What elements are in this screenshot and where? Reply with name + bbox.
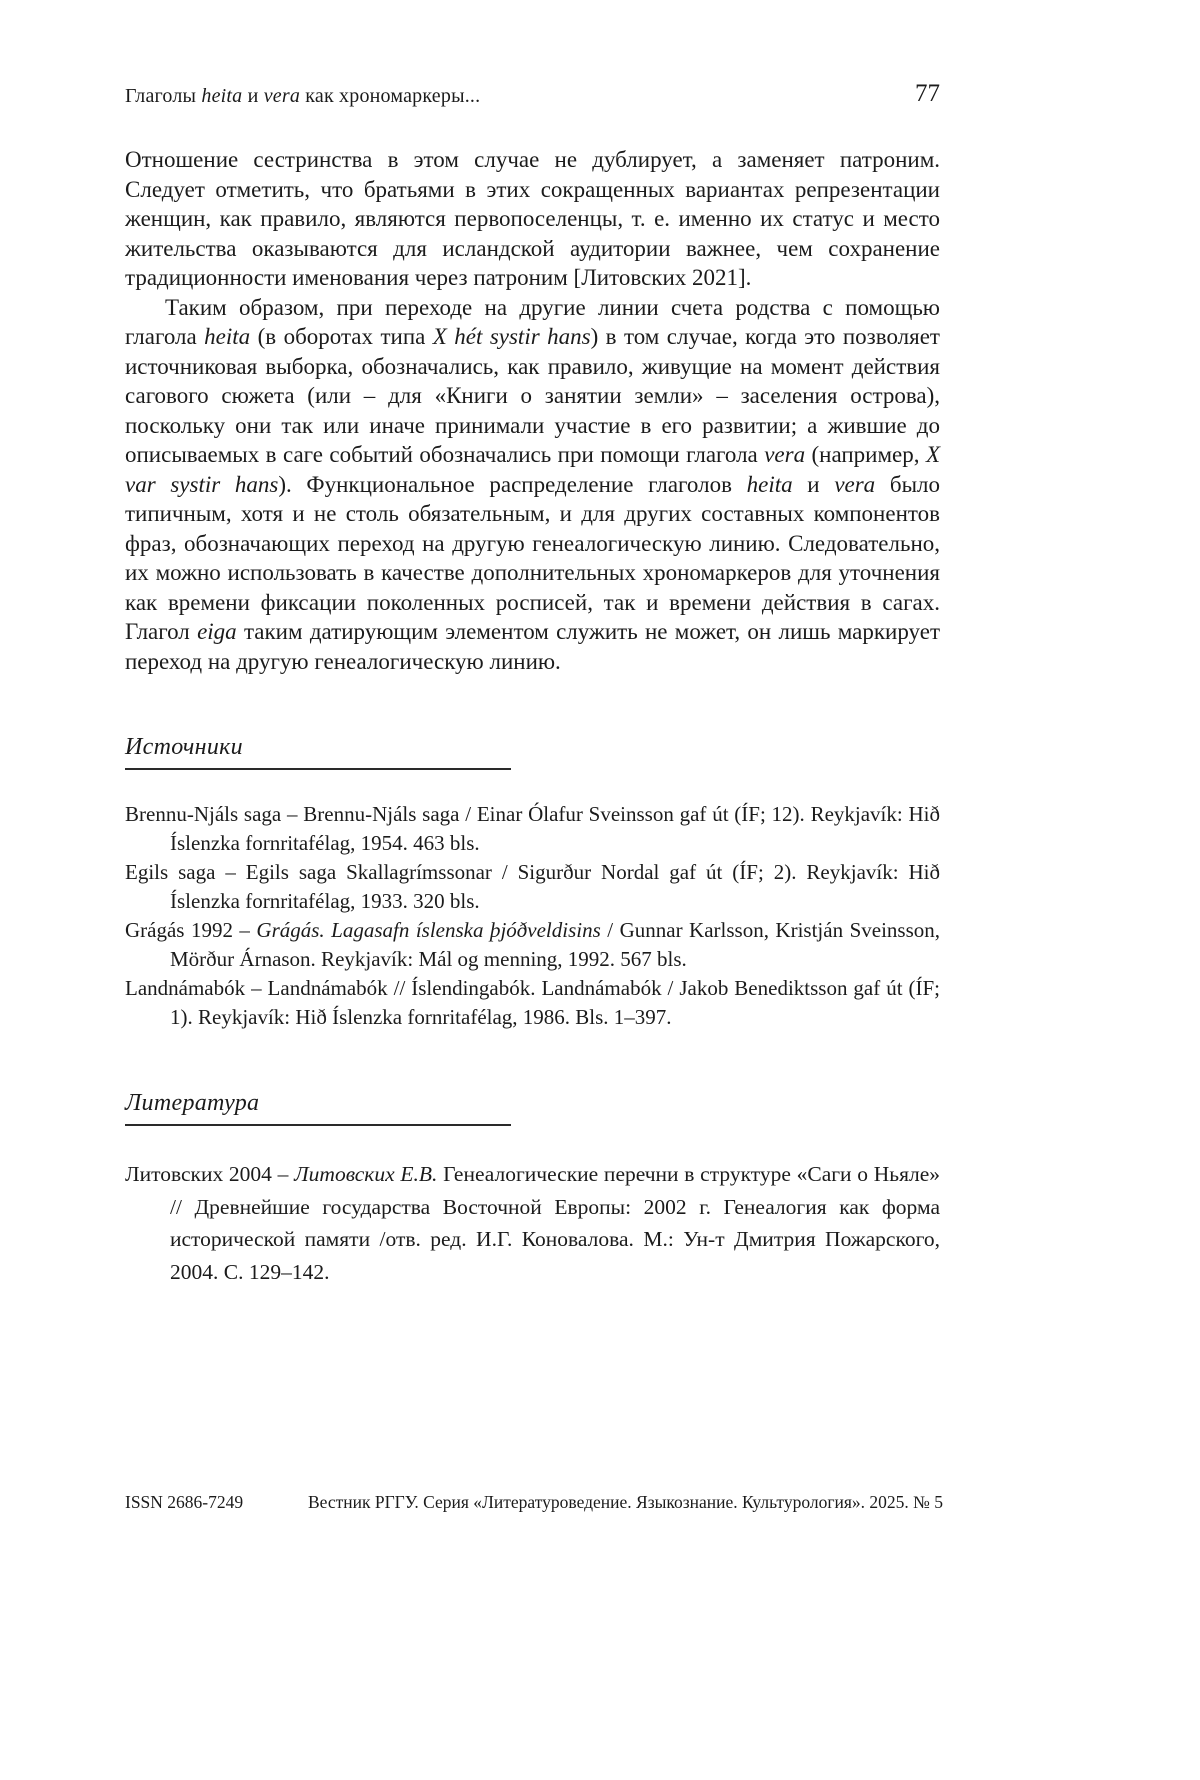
page-number: 77 bbox=[915, 80, 940, 107]
text-run: / Gunnar Karlsson, Kristján Sveinsson, Mörður Árnason. Reykjavík: Mál og menning, 1992. 567 bls. bbox=[170, 918, 940, 971]
text-run: Глаголы bbox=[125, 85, 202, 107]
text-run: (в оборотах типа bbox=[250, 324, 433, 349]
italic-term: X hét systir hans bbox=[432, 324, 591, 349]
text-run: и bbox=[242, 85, 264, 107]
text-run: Генеалогические перечни в структуре «Саги о Ньяле» // Древнейшие государства Восточной Европы: 2002 г. Генеалогия как форма исторической памяти /отв. ред. И.Г. Коновалова. М.: Ун-т Дмитрия Пожарского, 2004. С. 129–142. bbox=[170, 1162, 940, 1284]
section-rule bbox=[125, 1124, 511, 1126]
italic-term: heita bbox=[204, 324, 251, 349]
reference-entry bbox=[125, 1158, 940, 1288]
section-rule bbox=[125, 768, 511, 770]
running-title bbox=[125, 85, 480, 108]
heading-text: Источники bbox=[125, 734, 243, 760]
italic-term: vera bbox=[764, 442, 806, 467]
text-run: Landnámabók – Landnámabók // Íslendingabók. Landnámabók / Jakob Benediktsson gaf út (ÍF; 1). Reykjavík: Hið Íslenzka fornritafélag, 1986. Bls. 1–397. bbox=[125, 976, 940, 1029]
text-run: и bbox=[792, 471, 835, 497]
reference-entry bbox=[125, 858, 940, 916]
running-header bbox=[125, 80, 940, 108]
paragraph bbox=[125, 293, 940, 677]
heading-text: Литература bbox=[125, 1090, 260, 1116]
reference-entry bbox=[125, 916, 940, 974]
italic-term: eiga bbox=[197, 619, 237, 644]
reference-entry bbox=[125, 974, 940, 1032]
journal-line: Вестник РГГУ. Серия «Литературоведение. Языкознание. Культурология». 2025. № 5 bbox=[307, 1492, 943, 1512]
text-run: таким датирующим элементом служить не может, он лишь маркирует переход на другую генеалогическую линию. bbox=[125, 619, 941, 674]
text-run: ). Функциональное распределение глаголов bbox=[278, 471, 747, 497]
issn-label: ISSN 2686-7249 bbox=[125, 1492, 244, 1512]
text-run: ) в том случае, когда это позволяет источниковая выборка, обозначались, как правило, живущие на момент действия сагового сюжета (или – для «Книги о занятии земли» – заселения острова), поскольку они так или иначе принимали участие в его развитии; а жившие до описываемых в саге событий обозначались при помощи глагола bbox=[125, 324, 940, 467]
text-run: Grágás 1992 – bbox=[125, 918, 257, 942]
italic-title: Grágás. Lagasafn íslenska þjóðveldisins bbox=[256, 918, 601, 942]
italic-term: heita bbox=[746, 471, 793, 497]
italic-term: vera bbox=[834, 471, 876, 497]
text-run: Литовских 2004 – bbox=[125, 1162, 295, 1186]
text-run: Отношение сестринства в этом случае не дублирует, а заменяет патроним. Следует отметить, что братьями в этих сокращенных вариантах репрезентации женщин, как правило, являются первопоселенцы, т. е. именно их статус и место жительства оказываются для исландской аудитории важнее, чем сохранение традиционности именования через патроним [Литовских 2021]. bbox=[125, 147, 940, 290]
text-run: Таким образом, при переходе на другие линии счета родства с помощью глагола bbox=[125, 294, 940, 349]
reference-entry bbox=[125, 800, 940, 858]
text-run: было типичным, хотя и не столь обязательным, и для других составных компонентов фраз, обозначающих переход на другую генеалогическую линию. Следовательно, их можно использовать в качестве дополнительных хрономаркеров для уточнения как времени фиксации поколенных росписей, так и времени действия в сагах. Глагол bbox=[125, 471, 941, 644]
literature-list bbox=[125, 1158, 940, 1288]
sources-list bbox=[125, 800, 940, 1032]
text-run: Egils saga – Egils saga Skallagrímssonar / Sigurður Nordal gaf út (ÍF; 2). Reykjavík: Hið Íslenzka fornritafélag, 1933. 320 bls. bbox=[125, 860, 940, 913]
body-text bbox=[125, 145, 940, 676]
section-heading-sources bbox=[125, 734, 940, 761]
page-footer bbox=[125, 1492, 943, 1513]
text-block bbox=[125, 0, 940, 1288]
italic-term: vera bbox=[263, 85, 301, 107]
section-heading-literature bbox=[125, 1090, 940, 1117]
text-run: (например, bbox=[805, 442, 926, 467]
text-run: Brennu-Njáls saga – Brennu-Njáls saga / Einar Ólafur Sveinsson gaf út (ÍF; 12). Reykjavík: Hið Íslenzka fornritafélag, 1954. 463 bls. bbox=[125, 802, 940, 855]
paragraph bbox=[125, 145, 940, 293]
text-run: как хрономаркеры... bbox=[300, 85, 481, 107]
italic-author: Литовских Е.В. bbox=[294, 1162, 438, 1186]
italic-term: X var systir hans bbox=[125, 442, 940, 497]
italic-term: heita bbox=[201, 85, 243, 107]
